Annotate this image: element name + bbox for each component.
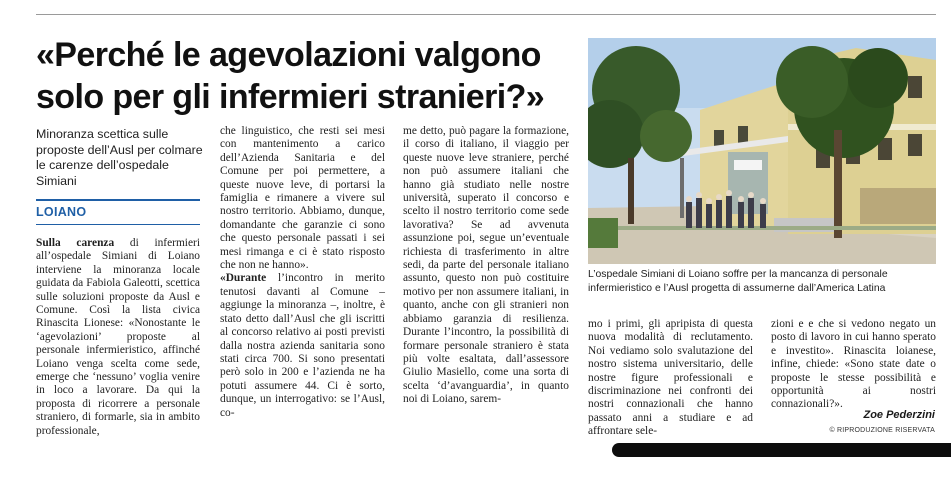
kicker: Minoranza scettica sulle proposte dell’Ausl per colmare le carenze dell’ospedale Simiani: [36, 127, 203, 188]
article-column-2: [220, 125, 385, 420]
headline: «Perché le agevolazioni valgono solo per gli infermieri stranieri?»: [36, 36, 545, 116]
article-column-1: [36, 237, 200, 438]
copyright-notice: © RIPRODUZIONE RISERVATA: [829, 427, 935, 434]
paragraph: mo i primi, gli apripista di questa nuova modalità di reclutamento. Noi vediamo solo svalutazione del nostro sistema universitario, delle nostre figure professionali e discriminazione nei confronti dei nostri connazionali che hanno passato anni a studiare e ad affrontare sele-: [588, 318, 753, 438]
paragraph: [36, 237, 200, 438]
paragraph: zioni e e che si vedono negato un posto di lavoro in cui hanno sperato e investito». Rinascita loianese, infine, chiede: «Sono state date o proposte le stesse possibilità e opportunità ai nostri connazionali?».: [771, 318, 936, 411]
hospital-photo-image: [588, 38, 936, 264]
section-label: LOIANO: [36, 205, 87, 219]
bottom-black-bar: [612, 443, 951, 457]
article-column-3: [403, 125, 569, 407]
article-column-5: [771, 318, 936, 412]
author-signature: Zoe Pederzini: [863, 409, 935, 421]
photo-caption: L’ospedale Simiani di Loiano soffre per la mancanza di personale infermieristico e l’Ausl progetta di assumerne dall’America Latina: [588, 269, 888, 294]
paragraph: me detto, può pagare la formazione, il corso di italiano, il viaggio per queste nuove leve straniere, perché non può assumere italiani che hanno già studiato nelle nostre università, superato il concorso e scelto il nostro territorio come sede lavorativa? Se ad avvenuta assunzione poi, segue un’eventuale richiesta di trasferimento in altre sedi, da parte del personale italiano assunto, questo non può costituire motivo per non assumere italiani, in quanto, anche con gli stranieri non abbiamo garanzia di resilienza. Durante l’incontro, la possibilità di formare personale straniero è stata più volte esaltata, dall’assessore Giulio Masiello, come una sorta di scelta ‘d’avanguardia’, in quanto noi di Loiano, sarem-: [403, 125, 569, 406]
hospital-photo: [588, 38, 936, 264]
section-rule-top: [36, 199, 200, 201]
top-rule: [36, 14, 936, 15]
body-text: l’incontro in merito tenutosi davanti al Comune – aggiunge la minoranza –, inoltre, è stato detto dall’Ausl che gli iscritti al concorso relativo ai posti previsti dalla nostra azienda sanitaria sono stati circa 700. Si sono presentati però solo in 200 e l’azienda ne ha potuti assumere 44. Ci è sorto, dunque, un interrogativo: se l’Ausl, co-: [220, 272, 385, 419]
section-rule-bottom: [36, 224, 200, 225]
article-column-4: [588, 318, 753, 439]
body-text: di infermieri all’ospedale Simiani di Loiano interviene la minoranza locale guidata da Fabiola Galeotti, scettica sulle soluzioni proposte da Ausl e Comune. Così la lista civica Rinascita Lionese: «Nonostante le ‘agevolazioni’ proposte al personale infermieristico, affinché Loiano venga scelta come sede, emerge che ‘nessuno’ voglia venire in loco a lavorare. Da qui la proposta di ricorrere a personale straniero, di formarle, sia in ambito professionale,: [36, 237, 200, 437]
lead-in: Sulla carenza: [36, 237, 115, 249]
lead-in: «Durante: [220, 272, 267, 285]
paragraph: [220, 272, 385, 419]
paragraph: che linguistico, che resti sei mesi con mantenimento a carico dell’Azienda Sanitaria e del Comune per poi permettere, a queste nuove leve, di portarsi la famiglia e rimanere a vivere sul nostro territorio. Abbiamo, dunque, domandante che garanzie ci sono che questo personale passati i sei mesi rimanga e ci è stato risposto che non ne hanno».: [220, 125, 385, 272]
